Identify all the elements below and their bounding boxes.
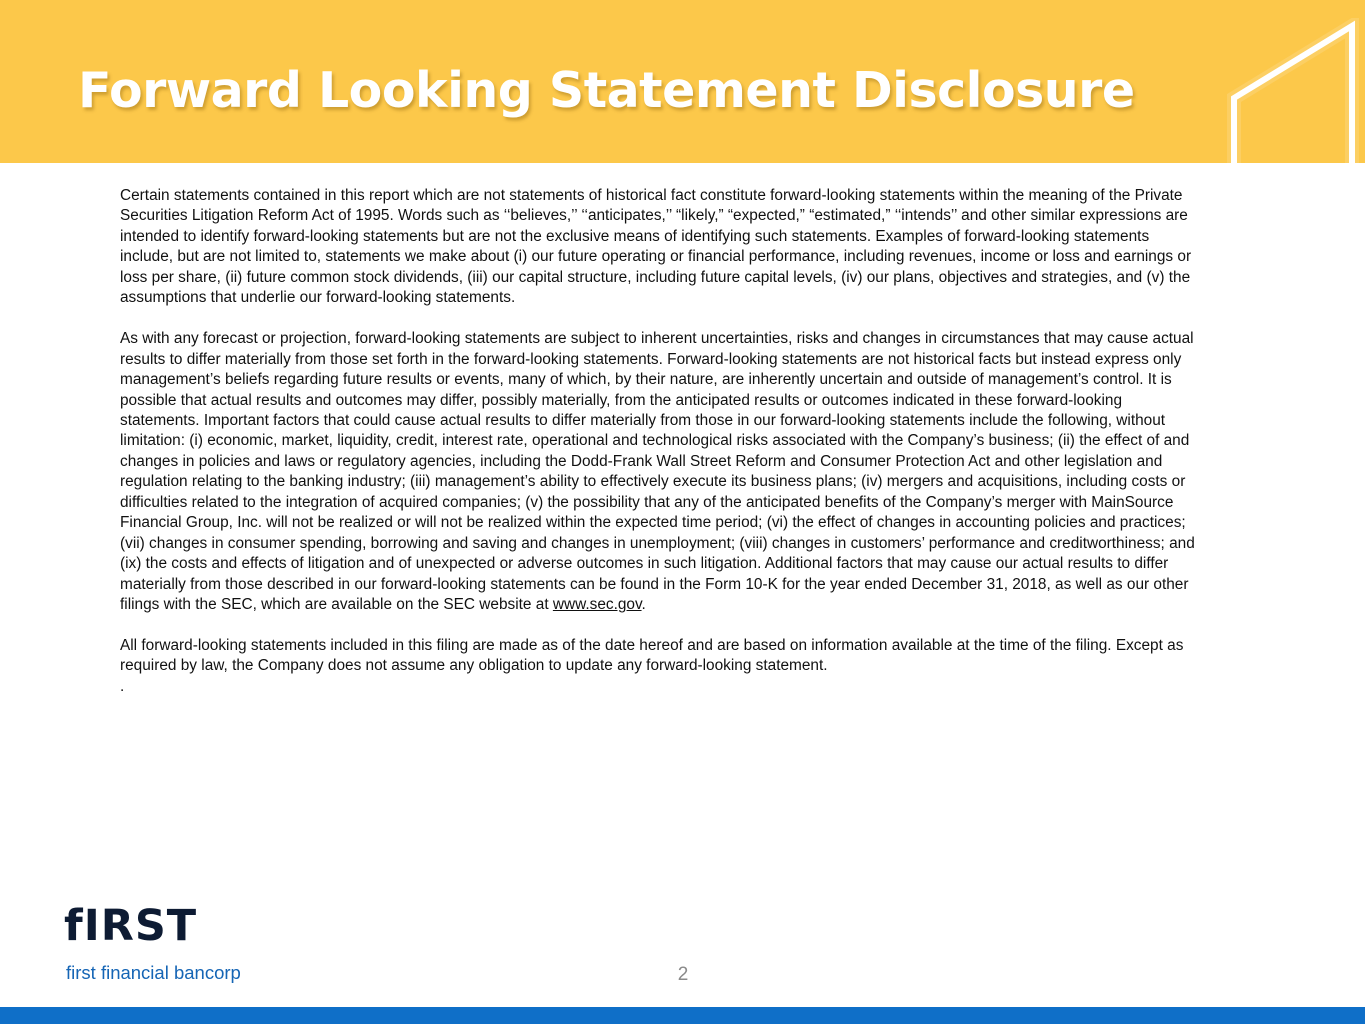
house-outline-graphic [1222, 18, 1365, 708]
disclosure-paragraph-3: All forward-looking statements included in this filing are made as of the date hereof and are based on information available at the time of the filing. Except as required by law, the Company does not assume any obligation to update any forward-looking statement. [120, 636, 1184, 675]
page-number: 2 [677, 964, 689, 985]
disclosure-paragraph-1: Certain statements contained in this report which are not statements of historical fact constitute forward-looking statements within the meaning of the Private Securities Litigation Reform Act of 1995. Words such as ‘‘believes,’’ ‘‘anticipates,’’ “likely,” “expected,” “estimated,” ‘‘intends’’ and other similar expressions are intended to identify forward-looking statements but are not the exclusive means of identifying such statements. Examples of forward-looking statements include, but are not limited to, statements we make about (i) our future operating or financial performance, including revenues, income or loss and earnings or loss per share, (ii) future common stock dividends, (iii) our capital structure, including future capital levels, (iv) our plans, objectives and strategies, and (v) the assumptions that underlie our forward-looking statements. [120, 187, 1192, 307]
slide-title: Forward Looking Statement Disclosure [78, 62, 1135, 119]
disclosure-body [120, 186, 1200, 697]
header-banner [0, 0, 1365, 163]
trailing-dot: . [120, 677, 125, 695]
disclosure-paragraph-2 [120, 329, 1200, 615]
company-logo [64, 901, 274, 984]
sec-website-link[interactable]: www.sec.gov [552, 596, 642, 614]
logo-wordmark: fIRST [64, 901, 198, 951]
disclosure-paragraph-2-end: . [641, 596, 646, 614]
disclosure-paragraph-2-text: As with any forecast or projection, forward-looking statements are subject to inherent uncertainties, risks and changes in circumstances that may cause actual results to differ materially from those set forth in the forward-looking statements. Forward-looking statements are not historical facts but instead express only management’s beliefs regarding future results or events, many of which, by their nature, are inherently uncertain and outside of management’s control. It is possible that actual results and outcomes may differ, possibly materially, from the anticipated results or outcomes indicated in these forward-looking statements. Important factors that could cause actual results to differ materially from those in our forward-looking statements include the following, without limitation: (i) economic, market, liquidity, credit, interest rate, operational and technological risks associated with the Company’s business; (ii) the effect of and changes in policies and laws or regulatory agencies, including the Dodd-Frank Wall Street Reform and Consumer Protection Act and other legislation and regulation relating to the banking industry; (iii) management’s ability to effectively execute its business plans; (iv) mergers and acquisitions, including costs or difficulties related to the integration of acquired companies; (v) the possibility that any of the anticipated benefits of the Company’s merger with MainSource Financial Group, Inc. will not be realized or will not be realized within the expected time period; (vi) the effect of changes in accounting policies and practices; (vii) changes in consumer spending, borrowing and saving and changes in unemployment; (viii) changes in customers’ performance and creditworthiness; and (ix) the costs and effects of litigation and of unexpected or adverse outcomes in such litigation. Additional factors that may cause our actual results to differ materially from those described in our forward-looking statements can be found in the Form 10-K for the year ended December 31, 2018, as well as our other filings with the SEC, which are available on the SEC website at [120, 330, 1195, 614]
logo-company-name: first financial bancorp [66, 962, 241, 983]
footer-bar [0, 1007, 1365, 1024]
